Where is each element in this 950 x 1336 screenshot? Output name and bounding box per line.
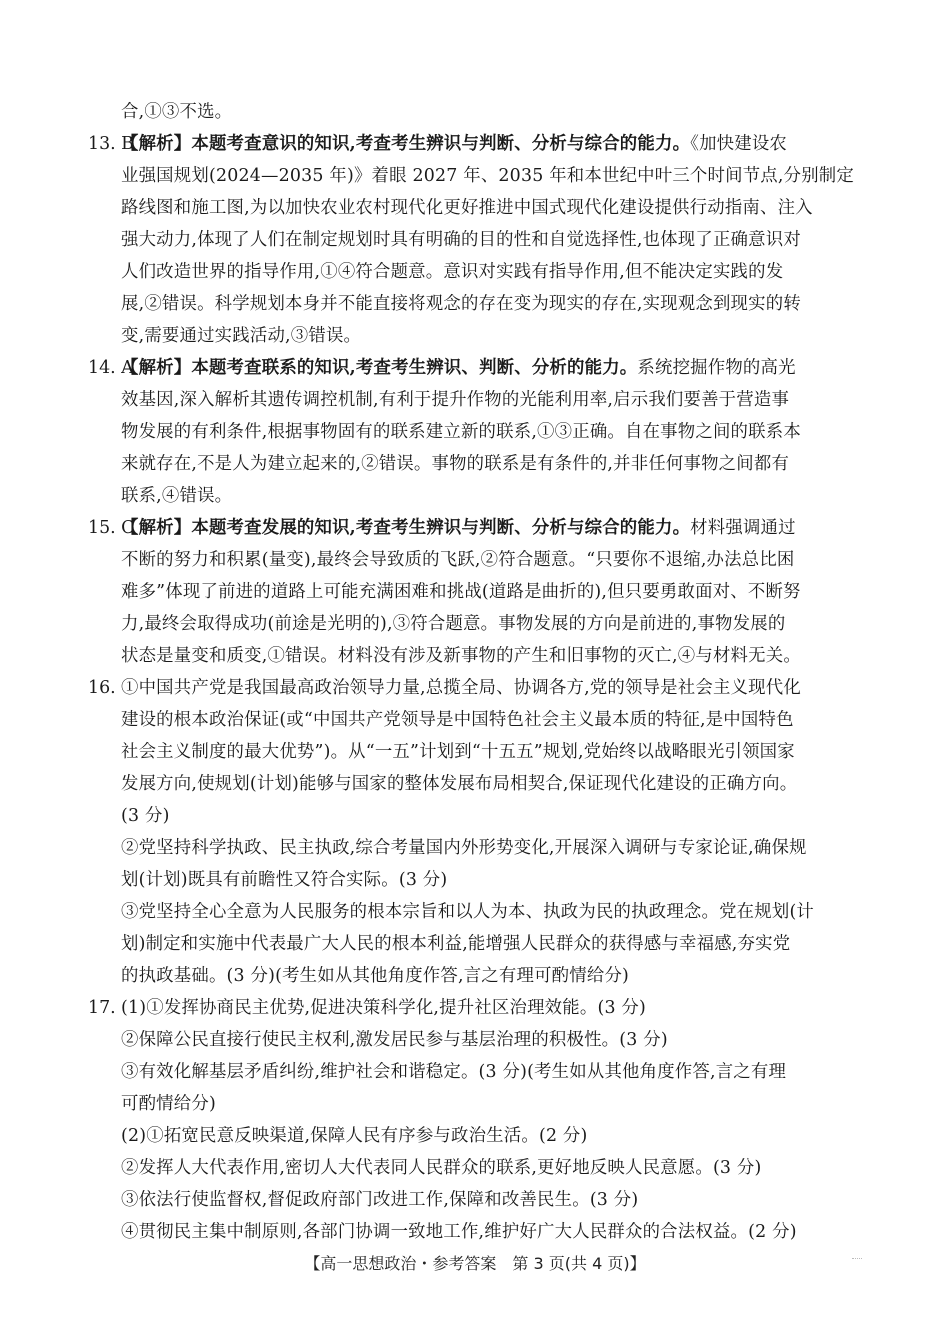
line-text: 难多”体现了前进的道路上可能充满困难和挑战(道路是曲折的),但只要勇敢面对、不断努: [121, 582, 801, 602]
text-line: [121, 128, 861, 160]
text-line: [121, 800, 861, 832]
line-text: 合,①③不选。: [121, 102, 233, 122]
line-text: 展,②错误。科学规划本身并不能直接将观念的存在变为现实的存在,实现观念到现实的转: [121, 294, 801, 314]
analysis-label: 【解析】本题考查联系的知识,考查考生辨识、判断、分析的能力。: [121, 358, 638, 378]
text-line: [121, 1056, 861, 1088]
line-text: 社会主义制度的最大优势”)。从“一五”计划到“十五五”规划,党始终以战略眼光引领国家: [121, 742, 795, 762]
text-line: [121, 96, 861, 128]
line-text: 材料强调通过: [690, 518, 796, 538]
line-text: ③有效化解基层矛盾纠纷,维护社会和谐稳定。(3 分)(考生如从其他角度作答,言之有理: [121, 1062, 787, 1082]
question-number: 15. C: [88, 518, 135, 538]
line-text: 物发展的有利条件,根据事物固有的联系建立新的联系,①③正确。自在事物之间的联系本: [121, 422, 801, 442]
text-line: [121, 480, 861, 512]
text-line: [121, 288, 861, 320]
text-line: [121, 512, 861, 544]
line-text: 来就存在,不是人为建立起来的,②错误。事物的联系是有条件的,并非任何事物之间都有: [121, 454, 790, 474]
text-line: [121, 896, 861, 928]
analysis-label: 【解析】本题考查发展的知识,考查考生辨识与判断、分析与综合的能力。: [121, 518, 691, 538]
line-text: 效基因,深入解析其遗传调控机制,有利于提升作物的光能利用率,启示我们要善于营造事: [121, 390, 790, 410]
line-text: 建设的根本政治保证(或“中国共产党领导是中国特色社会主义最本质的特征,是中国特色: [121, 710, 794, 730]
line-text: 状态是量变和质变,①错误。材料没有涉及新事物的产生和旧事物的灭亡,④与材料无关。: [121, 646, 801, 666]
text-line: [121, 640, 861, 672]
line-text: 力,最终会取得成功(前途是光明的),③符合题意。事物发展的方向是前进的,事物发展的: [121, 614, 786, 634]
line-text: (3 分): [121, 806, 170, 826]
text-line: [121, 544, 861, 576]
text-line: [121, 992, 861, 1024]
question-number: 17.: [88, 998, 116, 1018]
line-text: ②党坚持科学执政、民主执政,综合考量国内外形势变化,开展深入调研与专家论证,确保规: [121, 838, 807, 858]
text-line: [121, 416, 861, 448]
line-text: (1)①发挥协商民主优势,促进决策科学化,提升社区治理效能。(3 分): [121, 998, 647, 1018]
text-line: [121, 448, 861, 480]
text-line: [121, 1184, 861, 1216]
line-text: 变,需要通过实践活动,③错误。: [121, 326, 362, 346]
line-text: ②发挥人大代表作用,密切人大代表同人民群众的联系,更好地反映人民意愿。(3 分): [121, 1158, 762, 1178]
line-text: 系统挖掘作物的高光: [637, 358, 796, 378]
text-line: [121, 224, 861, 256]
line-text: 的执政基础。(3 分)(考生如从其他角度作答,言之有理可酌情给分): [121, 966, 630, 986]
line-text: 路线图和施工图,为以加快农业农村现代化更好推进中国式现代化建设提供行动指南、注入: [121, 198, 813, 218]
text-line: [121, 736, 861, 768]
text-line: [121, 864, 861, 896]
text-line: [121, 192, 861, 224]
text-line: [121, 576, 861, 608]
text-line: [121, 1152, 861, 1184]
line-text: 强大动力,体现了人们在制定规划时具有明确的目的性和自觉选择性,也体现了正确意识对: [121, 230, 801, 250]
text-line: [121, 928, 861, 960]
text-line: [121, 320, 861, 352]
line-text: 联系,④错误。: [121, 486, 233, 506]
line-text: ④贯彻民主集中制原则,各部门协调一致地工作,维护好广大人民群众的合法权益。(2 分): [121, 1222, 797, 1242]
line-text: 《加快建设农: [690, 134, 788, 154]
text-line: [121, 1024, 861, 1056]
line-text: ②保障公民直接行使民主权利,激发居民参与基层治理的积极性。(3 分): [121, 1030, 668, 1050]
line-text: 划(计划)既具有前瞻性又符合实际。(3 分): [121, 870, 448, 890]
text-line: [121, 160, 861, 192]
question-number: 16.: [88, 678, 116, 698]
line-text: ③依法行使监督权,督促政府部门改进工作,保障和改善民生。(3 分): [121, 1190, 639, 1210]
text-line: [121, 672, 861, 704]
text-line: [121, 1216, 861, 1248]
text-line: [121, 384, 861, 416]
line-text: 人们改造世界的指导作用,①④符合题意。意识对实践有指导作用,但不能决定实践的发: [121, 262, 784, 282]
line-text: 发展方向,使规划(计划)能够与国家的整体发展布局相契合,保证现代化建设的正确方向。: [121, 774, 798, 794]
question-number: 14. A: [88, 358, 134, 378]
line-text: ①中国共产党是我国最高政治领导力量,总揽全局、协调各方,党的领导是社会主义现代化: [121, 678, 801, 698]
line-text: (2)①拓宽民意反映渠道,保障人民有序参与政治生活。(2 分): [121, 1126, 588, 1146]
scan-mark: [852, 1258, 862, 1263]
text-line: [121, 960, 861, 992]
page-footer: 【高一思想政治・参考答案 第 3 页(共 4 页)】: [304, 1254, 646, 1273]
line-text: 不断的努力和积累(量变),最终会导致质的飞跃,②符合题意。“只要你不退缩,办法总比困: [121, 550, 795, 570]
text-line: [121, 352, 861, 384]
text-line: [121, 1120, 861, 1152]
line-text: 可酌情给分): [121, 1094, 216, 1114]
analysis-label: 【解析】本题考查意识的知识,考查考生辨识与判断、分析与综合的能力。: [121, 134, 691, 154]
line-text: ③党坚持全心全意为人民服务的根本宗旨和以人为本、执政为民的执政理念。党在规划(计: [121, 902, 815, 922]
text-line: [121, 1088, 861, 1120]
text-line: [121, 608, 861, 640]
line-text: 划)制定和实施中代表最广大人民的根本利益,能增强人民群众的获得感与幸福感,夯实党: [121, 934, 791, 954]
text-line: [121, 832, 861, 864]
question-number: 13. B: [88, 134, 134, 154]
text-line: [121, 768, 861, 800]
line-text: 业强国规划(2024—2035 年)》着眼 2027 年、2035 年和本世纪中叶三个时间节点,分别制定: [121, 166, 854, 186]
text-line: [121, 704, 861, 736]
text-line: [121, 256, 861, 288]
